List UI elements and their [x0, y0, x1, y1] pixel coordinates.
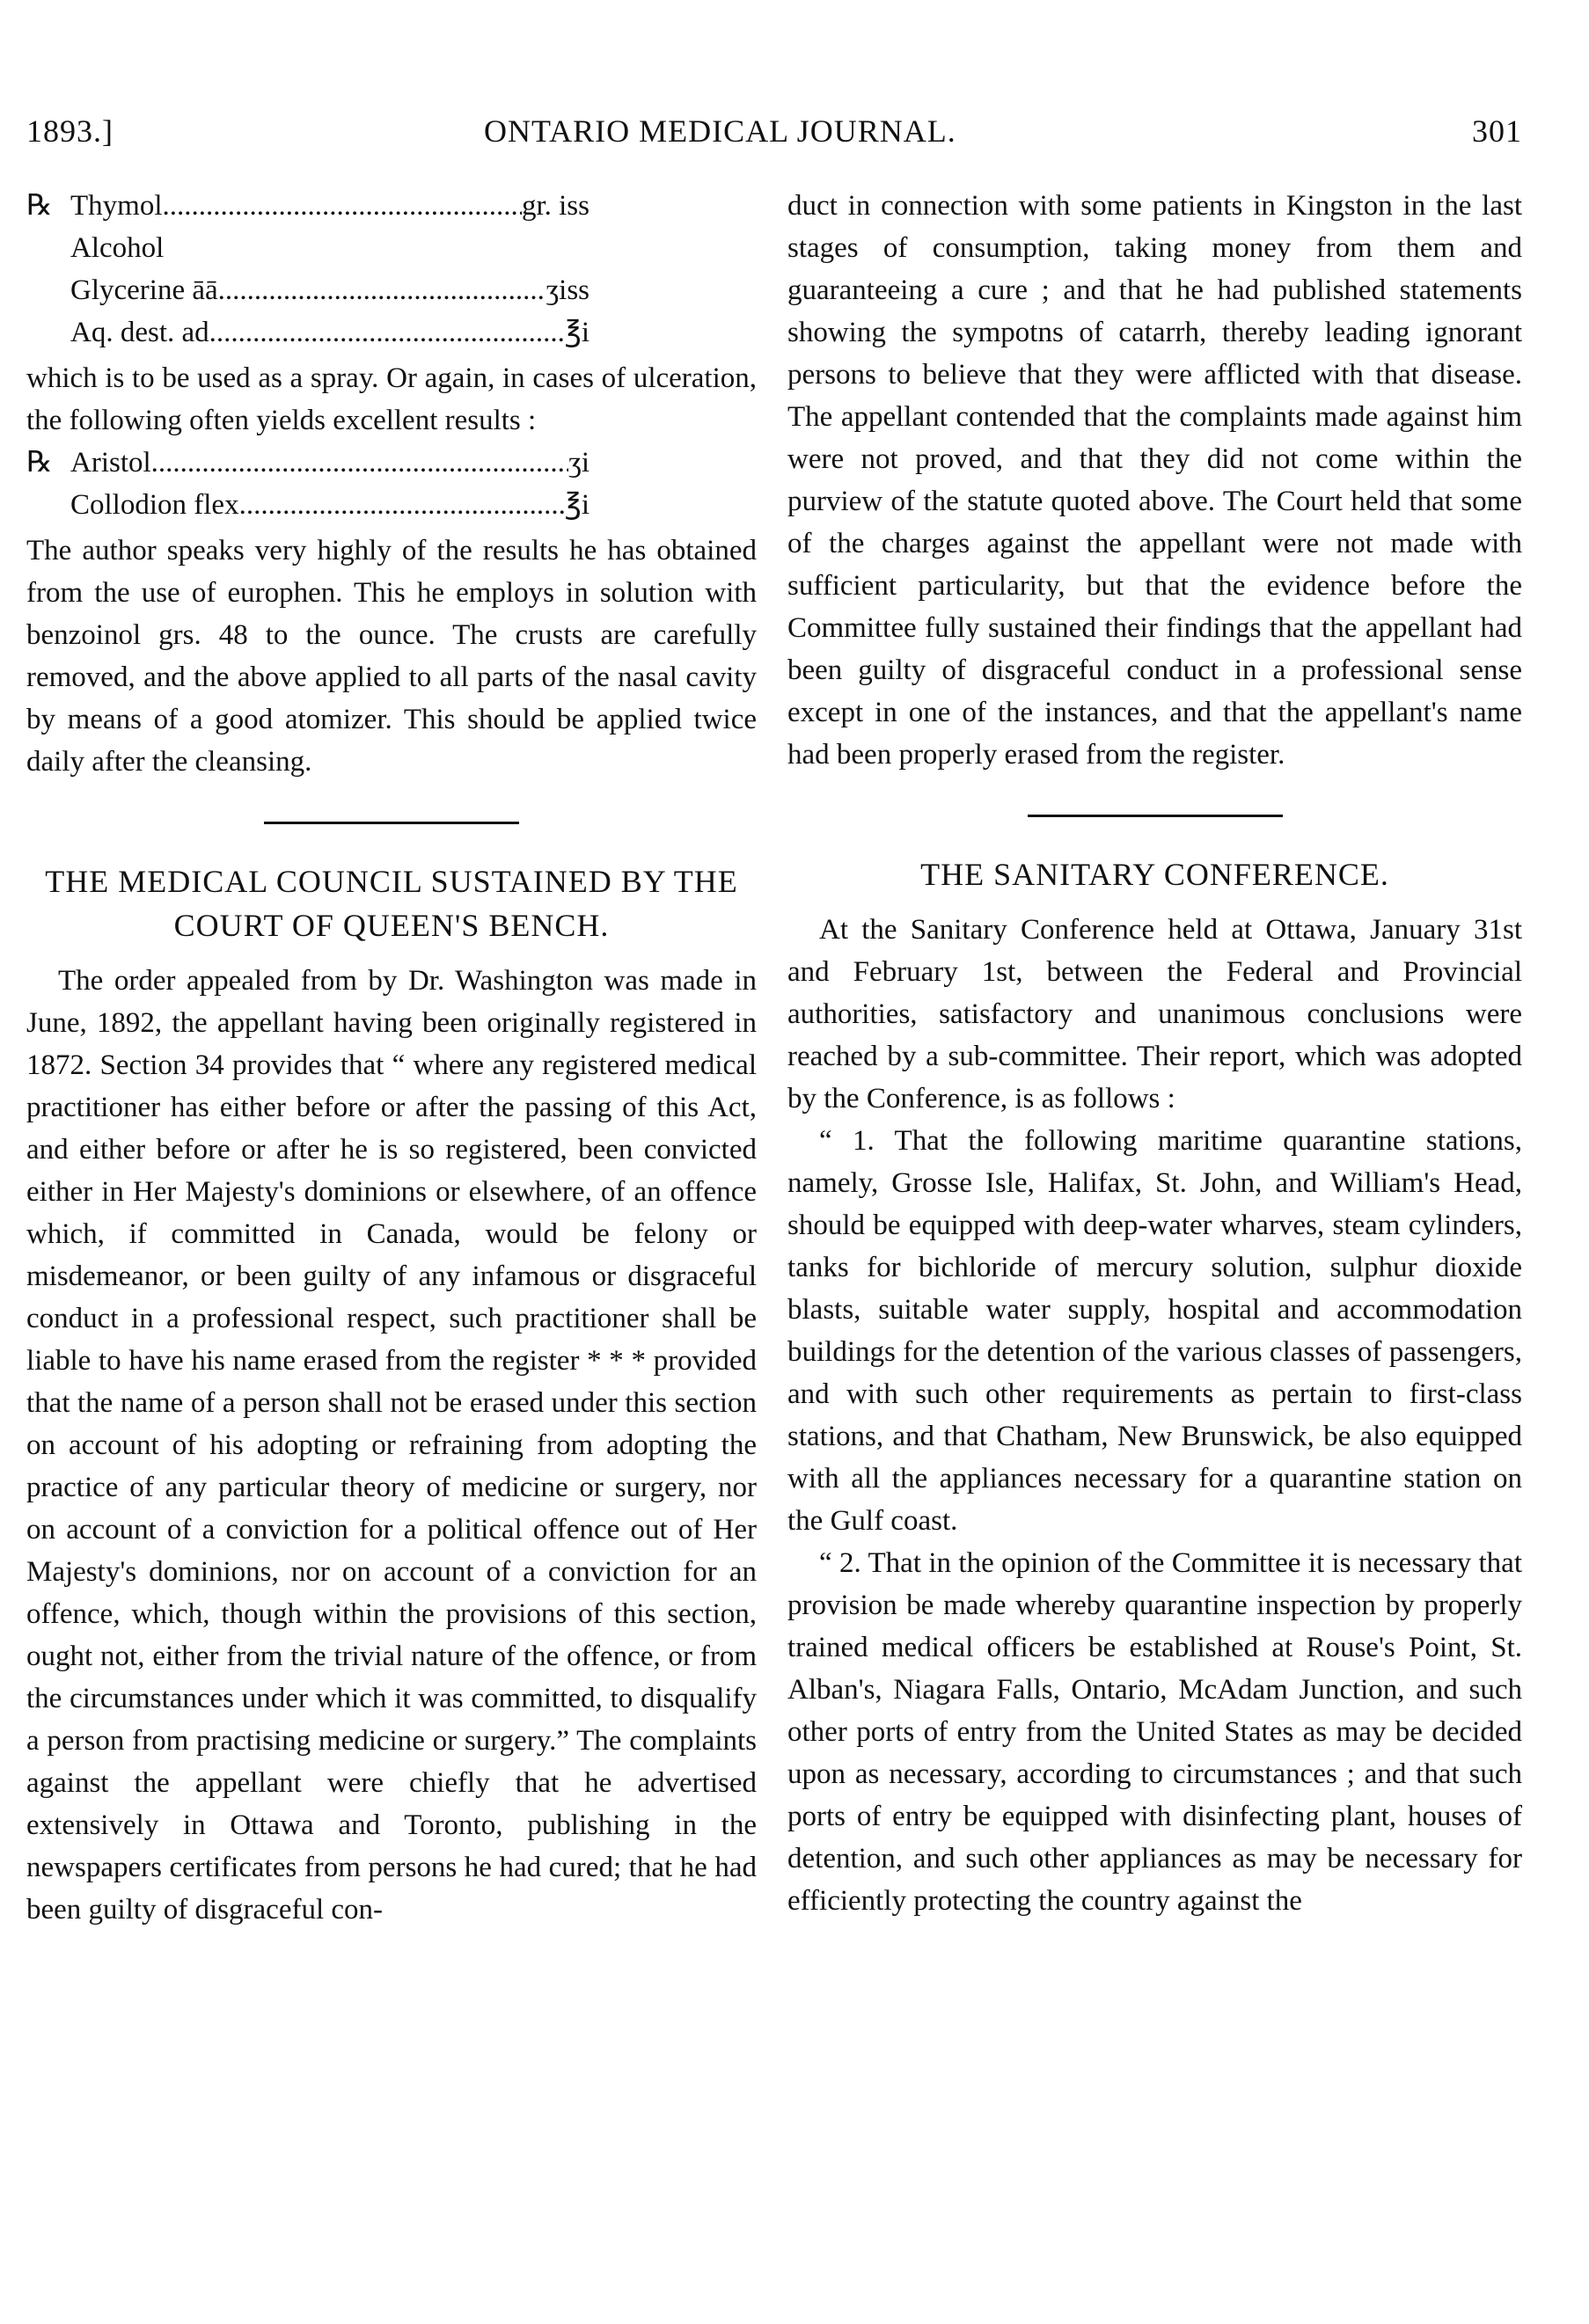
paragraph-continued-conduct: duct in connection with some patients in Kingston in the last stages of consumption, taking money from them and guaranteeing a cure ; and that he had published statements showing the sympotns of catarrh, thereby leading ignorant persons to believe that they were afflicted with that disease. The appellant contended that the complaints made against him were not proved, and that they did not come within the purview of the statute quoted above. The Court held that some of the charges against the appellant were not made with sufficient particularity, but that the evidence before the Committee fully sustained their findings that the appellant had been guilty of disgraceful conduct in a professional sense except in one of the instances, and that the appellant's name had been properly erased from the register.	[787, 190, 1522, 771]
section-heading-medical-council: THE MEDICAL COUNCIL SUSTAINED BY THE COURT OF QUEEN'S BENCH.	[45, 864, 738, 943]
rx2-item-1-dose: ʒi	[568, 447, 589, 479]
leader-dots	[209, 311, 565, 354]
rx2-item-2-dose: ℥i	[564, 489, 589, 521]
rx1-item-2-name: Alcohol	[70, 232, 165, 264]
rx2-item-1	[26, 442, 589, 484]
page-number: 301	[1472, 113, 1522, 149]
rx1-item-4-name: Aq. dest. ad	[70, 317, 209, 348]
rx2-item-1-name: Aristol	[70, 447, 151, 479]
paragraph-europhen: The author speaks very highly of the results he has obtained from the use of europhen. This he employs in solution with benzoinol grs. 48 to the ounce. The crusts are carefully removed, and the above applied to all parts of the nasal cavity by means of a good atomizer. This should be applied twice daily after the cleansing.	[26, 535, 757, 778]
paragraph-resolution-1: “ 1. That the following maritime quarantine stations, namely, Grosse Isle, Halifax, St. John, and William's Head, should be equipped with deep-water wharves, steam cylinders, tanks for bichloride of mercury solution, sulphur dioxide blasts, suitable water supply, hospital and accommodation buildings for the detention of the various classes of passengers, and with such other requirements as pertain to first-class stations, and that Chatham, New Brunswick, be also equipped with all the appliances necessary for a quarantine station on the Gulf coast.	[787, 1125, 1522, 1537]
section-divider	[1028, 815, 1283, 817]
rx1-item-1-name: Thymol	[70, 190, 163, 222]
rx1-item-4-dose: ℥i	[564, 317, 589, 348]
rx1-item-3-name: Glycerine āā	[70, 274, 218, 306]
leader-dots	[239, 484, 565, 526]
rx1-item-1	[26, 185, 589, 227]
header-year: 1893.]	[26, 113, 114, 149]
rx-symbol: ℞	[26, 447, 53, 479]
rx2-item-2-name: Collodion flex	[70, 489, 239, 521]
leader-dots	[218, 269, 546, 311]
page-header	[26, 113, 1522, 157]
rx1-item-4	[26, 311, 589, 354]
rx2-item-2	[26, 484, 589, 526]
prescription-2	[26, 442, 757, 526]
leader-dots	[151, 442, 569, 484]
paragraph-conference-intro: At the Sanitary Conference held at Ottawa, January 31st and February 1st, between the Federal and Provincial authorities, satisfactory and unanimous conclusions were reached by a sub-committee. Their report, which was adopted by the Conference, is as follows :	[787, 914, 1522, 1114]
right-column	[787, 185, 1522, 1922]
paragraph-resolution-2: “ 2. That in the opinion of the Committee it is necessary that provision be made whereby quarantine inspection by properly trained medical officers be established at Rouse's Point, St. Alban's, Niagara Falls, Ontario, McAdam Junction, and such other ports of entry from the United States as may be decided upon as necessary, according to circumstances ; and that such ports of entry be equipped with disinfecting plant, houses of detention, and such other appliances as may be necessary for efficiently protecting the country against the	[787, 1547, 1522, 1917]
left-column	[26, 185, 757, 1931]
rx1-item-2	[26, 227, 589, 269]
rx1-item-3-dose: ʒiss	[546, 274, 589, 306]
prescription-1	[26, 185, 757, 354]
rx1-item-1-dose: gr. iss	[521, 190, 589, 222]
journal-title: ONTARIO MEDICAL JOURNAL.	[484, 113, 956, 149]
section-heading-sanitary-conference: THE SANITARY CONFERENCE.	[920, 857, 1389, 892]
paragraph-order-appealed: The order appealed from by Dr. Washington was made in June, 1892, the appellant having been originally registered in 1872. Section 34 provides that “ where any registered medical practitioner has either before or after the passing of this Act, and either before or after he is so registered, been convicted either in Her Majesty's dominions or elsewhere, of an offence which, if committed in Canada, would be felony or misdemeanor, or been guilty of any infamous or disgraceful conduct in a professional respect, such practitioner shall be liable to have his name erased from the register * * * provided that the name of a person shall not be erased under this section on account of his adopting or refraining from adopting the practice of any particular theory of medicine or surgery, nor on account of a conviction for a political offence out of Her Majesty's dominions, nor on account of a conviction for an offence, which, though within the provisions of this section, ought not, either from the trivial nature of the offence, or from the circumstances under which it was committed, to disqualify a person from practising medicine or surgery.” The complaints against the appellant were chiefly that he advertised extensively in Ottawa and Toronto, publishing in the newspapers certificates from persons he had cured; that he had been guilty of disgraceful con-	[26, 965, 757, 1926]
rx1-item-3	[26, 269, 589, 311]
paragraph-spray: which is to be used as a spray. Or again, in cases of ulceration, the following often yields excellent results :	[26, 362, 757, 436]
section-divider	[264, 822, 519, 824]
leader-dots	[163, 185, 522, 227]
rx-symbol: ℞	[26, 190, 53, 222]
